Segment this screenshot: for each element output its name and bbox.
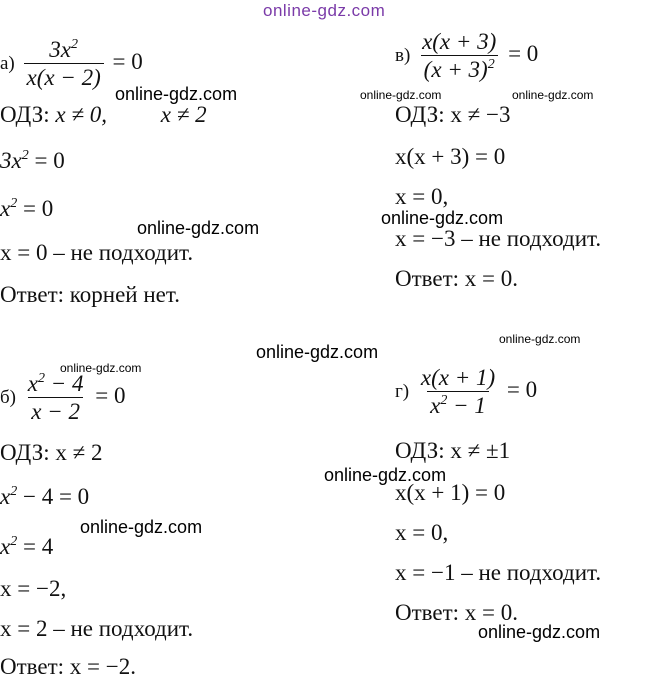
problem-b-equation <box>0 372 125 423</box>
problem-g-odz: ОДЗ: x ≠ ±1 <box>395 438 511 463</box>
watermark-top: online-gdz.com <box>263 1 386 20</box>
problem-g-rhs: = 0 <box>506 376 538 402</box>
watermark: online-gdz.com <box>80 517 203 537</box>
problem-g-fraction: $\frac{x(x + 1)}{x^2 - 1}$ <box>420 365 496 418</box>
watermark: online-gdz.com <box>256 342 379 362</box>
problem-b-fraction: $\frac{x^2 - 4}{x - 2}$ <box>27 371 84 424</box>
problem-g-step3: x = −1 – не подходит. <box>395 560 602 585</box>
problem-v-rhs: = 0 <box>508 40 539 66</box>
problem-b-label: б) <box>0 386 16 408</box>
problem-v-fraction: $\frac{x(x + 3)}{(x + 3)^2}$ <box>422 29 497 82</box>
problem-b-step1: $x^2 - 4 = 0$ <box>0 484 90 509</box>
problem-b-step4: x = 2 – не подходит. <box>0 616 194 641</box>
problem-v-answer: Ответ: x = 0. <box>395 266 519 291</box>
problem-v-label: в) <box>395 44 411 66</box>
watermark: online-gdz.com <box>115 84 238 104</box>
problem-b-step3: x = −2, <box>0 576 67 601</box>
problem-v-step1: x(x + 3) = 0 <box>395 144 506 169</box>
problem-v-odz: ОДЗ: x ≠ −3 <box>395 102 511 127</box>
problem-b-rhs: = 0 <box>95 382 126 408</box>
watermark: online-gdz.com <box>324 465 447 485</box>
watermark: online-gdz.com <box>512 88 594 102</box>
problem-a-step2: $x^2 = 0$ <box>0 196 54 221</box>
problem-v-step3: x = −3 – не подходит. <box>395 226 602 251</box>
watermark: online-gdz.com <box>499 332 581 346</box>
problem-g-equation <box>395 366 537 417</box>
watermark: online-gdz.com <box>478 622 601 642</box>
problem-a-rhs: = 0 <box>112 48 143 74</box>
watermark: online-gdz.com <box>137 218 260 238</box>
problem-a-fraction: $\frac{3x^2}{x(x - 2)}$ <box>24 38 104 89</box>
watermark: online-gdz.com <box>60 361 142 375</box>
problem-v-step2: x = 0, <box>395 184 449 209</box>
problem-a-label: а) <box>0 52 15 74</box>
problem-b-step2: $x^2 = 4$ <box>0 534 54 559</box>
problem-a-odz: ОДЗ: x ≠ 0, x ≠ 2 <box>0 102 207 127</box>
problem-a-step1: $3x^2 = 0$ <box>0 148 65 173</box>
watermark: online-gdz.com <box>360 88 442 102</box>
problem-v-equation <box>395 30 538 81</box>
problem-b-answer: Ответ: x = −2. <box>0 654 136 679</box>
problem-a-answer: Ответ: корней нет. <box>0 282 180 307</box>
watermark: online-gdz.com <box>381 208 504 228</box>
problem-a-step3: x = 0 – не подходит. <box>0 240 194 265</box>
problem-g-step2: x = 0, <box>395 520 449 545</box>
problem-g-answer: Ответ: x = 0. <box>395 600 519 625</box>
problem-g-step1: x(x + 1) = 0 <box>395 480 506 505</box>
problem-b-odz: ОДЗ: x ≠ 2 <box>0 440 103 465</box>
problem-a-equation <box>0 38 143 89</box>
problem-g-label: г) <box>395 380 410 402</box>
